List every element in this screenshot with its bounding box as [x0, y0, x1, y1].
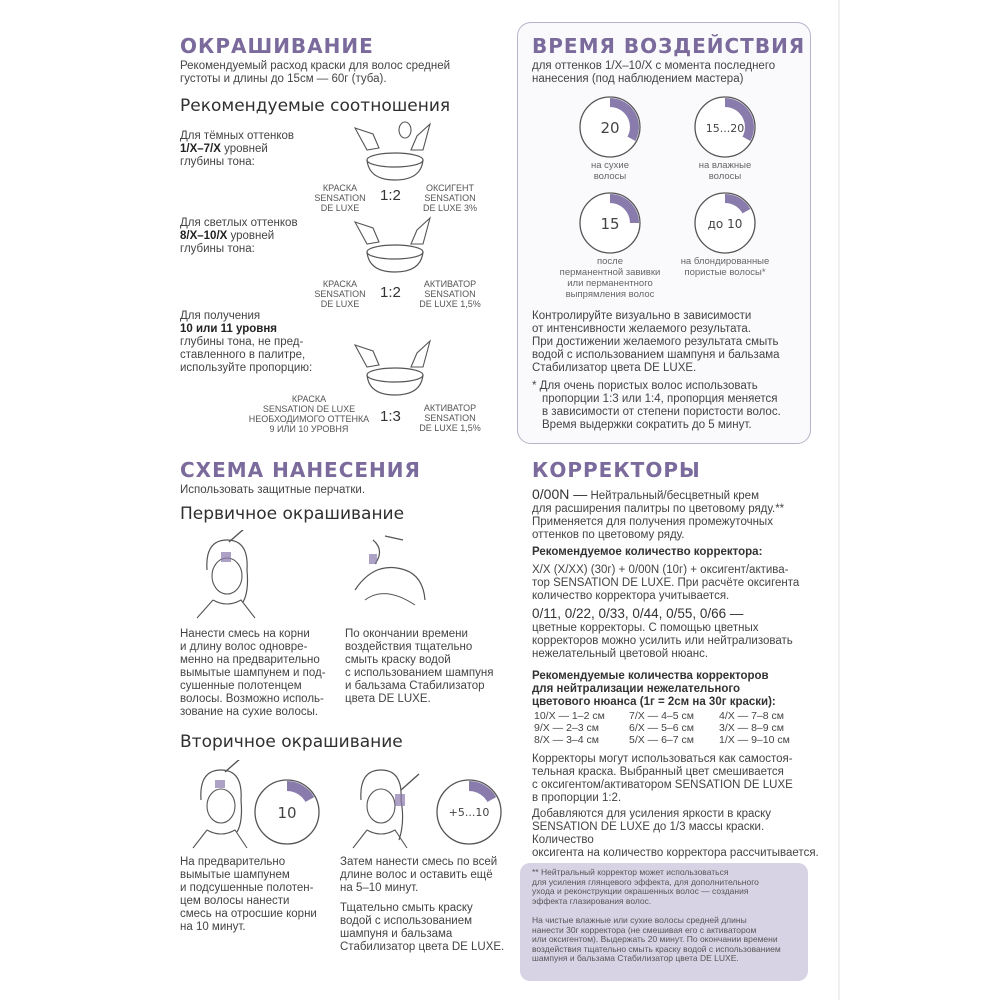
coloring-intro: Рекомендуемый расход краски для волос средней густоты и длины до 15см — 60г (туба). — [180, 60, 451, 85]
exposure-intro: для оттенков 1/Х–10/Х с момента последнего нанесения (под наблюдением мастера) — [532, 60, 776, 85]
brightness-text: Добавляются для усиления яркости в краску SENSATION DE LUXE до 1/3 массы краски. Количество оксигента на количество корректора рассчитывается. — [532, 808, 819, 859]
timer-5-10-icon — [432, 775, 507, 850]
page-edge — [838, 0, 840, 1000]
high-left-label: КРАСКА SENSATION DE LUXE НЕОБХОДИМОГО ОТТЕНКА 9 ИЛИ 10 УРОВНЯ — [248, 394, 370, 434]
timer-dry-icon — [570, 92, 650, 162]
timer-value: 15...20 — [705, 122, 745, 135]
color-correctors-text: 0/11, 0/22, 0/33, 0/44, 0/55, 0/66 — цветные корректоры. С помощью цветных корректоров можно усилить или нейтрализовать нежелательный цветовой нюанс. — [532, 606, 793, 660]
gloves-note: Использовать защитные перчатки. — [180, 484, 366, 496]
timer-value: 15 — [600, 215, 620, 233]
table-row: 9/Х — 2–3 см 6/Х — 5–6 см 3/Х — 8–9 см — [534, 722, 784, 734]
exposure-control-text: Контролируйте визуально в зависимости от интенсивности желаемого результата. При достижении желаемого результата смыть водой с использованием шампуня и бальзама Стабилизатор цвета DE LUXE. — [532, 310, 780, 374]
dark-shades-text: Для тёмных оттенков 1/Х–7/Х уровней глубины тона: — [180, 130, 295, 168]
light-ratio: 1:2 — [380, 284, 401, 301]
high-right-label: АКТИВАТОР SENSATION DE LUXE 1,5% — [419, 403, 481, 433]
light-shades-text: Для светлых оттенков 8/Х–10/Х уровней глубины тона: — [180, 217, 298, 255]
mixing-bowl-icon — [345, 212, 455, 274]
correctors-title: КОРРЕКТОРЫ — [532, 458, 701, 482]
timer-caption: после перманентной завивки или перманентного выпрямления волос — [559, 256, 661, 300]
neutral-corrector-text: 0/00N — Нейтральный/бесцветный крем для расширения палитры по цветовому ряду.** Применяется для получения промежуточных оттенков по цветовому ряду. — [532, 486, 785, 541]
woman-applying-icon — [185, 530, 265, 620]
timer-caption: на блондированные пористые волосы* — [680, 256, 770, 278]
timer-wet-icon — [685, 92, 765, 162]
timer-value: 10 — [277, 804, 297, 822]
timer-caption: на влажные волосы — [698, 160, 752, 182]
mixing-bowl-icon — [345, 335, 455, 397]
timer-caption: на сухие волосы — [590, 160, 629, 182]
timer-value: 20 — [600, 119, 620, 137]
dark-left-label: КРАСКА SENSATION DE LUXE — [314, 183, 366, 213]
application-title: СХЕМА НАНЕСЕНИЯ — [180, 458, 421, 482]
table-row: 8/Х — 3–4 см 5/Х — 6–7 см 1/Х — 9–10 см — [534, 734, 790, 746]
timer-blonde-icon — [685, 188, 765, 258]
primary-left-text: Нанести смесь на корни и длину волос одновре- менно на предварительно вымытые шампунем и под- сушенные полотенцем волосы. Возможно исполь- зование на сухие волосы. — [180, 628, 326, 718]
timer-value: +5...10 — [448, 806, 490, 819]
table-row: 10/Х — 1–2 см 7/Х — 4–5 см 4/Х — 7–8 см — [534, 710, 784, 722]
rinsing-icon — [345, 530, 435, 620]
timer-10-icon — [250, 775, 325, 850]
ratios-title: Рекомендуемые соотношения — [180, 96, 451, 116]
corrector-amount-table — [534, 710, 814, 746]
timer-value: до 10 — [707, 217, 743, 231]
note-paragraph-2: На чистые влажные или сухие волосы средней длины нанести 30г корректора (не смешивая его с активатором или оксигентом). Выдержать 20 минут. По окончании времени воздействия тщательно смыть краску водой с использованием шампуня и бальзама Стабилизатор цвета DE LUXE. — [532, 915, 781, 964]
primary-title: Первичное окрашивание — [180, 504, 405, 524]
secondary-right-text: Затем нанести смесь по всей длине волос и оставить ещё на 5–10 минут. Тщательно смыть краску водой с использованием шампуня и бальзама Стабилизатор цвета DE LUXE. — [340, 856, 505, 953]
exposure-title: ВРЕМЯ ВОЗДЕЙСТВИЯ — [532, 34, 806, 58]
primary-right-text: По окончании времени воздействия тщательно смыть краску водой с использованием шампуня и бальзама Стабилизатор цвета DE LUXE. — [345, 628, 494, 705]
high-level-text: Для получения 10 или 11 уровня глубины тона, не пред- ставленного в палитре, используйте пропорцию: — [180, 310, 313, 374]
secondary-title: Вторичное окрашивание — [180, 732, 403, 752]
mixing-bowl-icon — [345, 120, 455, 182]
light-right-label: АКТИВАТОР SENSATION DE LUXE 1,5% — [419, 279, 481, 309]
timer-perm-icon — [570, 188, 650, 258]
standalone-text: Корректоры могут использоваться как самостоя- тельная краска. Выбранный цвет смешивается с оксигентом/активатором SENSATION DE LUXE в пропорции 1:2. — [532, 753, 793, 804]
exposure-footnote: * Для очень пористых волос использовать пропорции 1:3 или 1:4, пропорция меняется в зависимости от степени пористости волос. Время выдержки сократить до 5 минут. — [532, 380, 781, 431]
woman-lengths-icon — [345, 760, 425, 850]
note-paragraph-1: ** Нейтральный корректор может использоваться для усиления глянцевого эффекта, для дополнительного ухода и реконструкции окрашенных волос — создания эффекта глазирования волос. — [532, 867, 759, 906]
light-left-label: КРАСКА SENSATION DE LUXE — [314, 279, 366, 309]
corrector-amount-title: Рекомендуемое количество корректора: — [532, 546, 763, 558]
woman-roots-icon — [185, 760, 255, 850]
dark-right-label: ОКСИГЕНТ SENSATION DE LUXE 3% — [422, 183, 478, 213]
dark-ratio: 1:2 — [380, 187, 401, 204]
neutralize-title: Рекомендуемые количества корректоров для нейтрализации нежелательного цветового нюанса (1г = 2см на 30г краски): — [532, 670, 776, 708]
high-ratio: 1:3 — [380, 408, 401, 425]
corrector-amount-text: Х/Х (Х/ХХ) (30г) + 0/00N (10г) + оксигент/актива- тор SENSATION DE LUXE. При расчёте оксигента количество корректора учитывается. — [532, 564, 800, 602]
coloring-title: ОКРАШИВАНИЕ — [180, 34, 374, 58]
secondary-left-text: На предварительно вымытые шампунем и подсушенные полотен- цем волосы нанести смесь на отросшие корни на 10 минут. — [180, 856, 317, 933]
